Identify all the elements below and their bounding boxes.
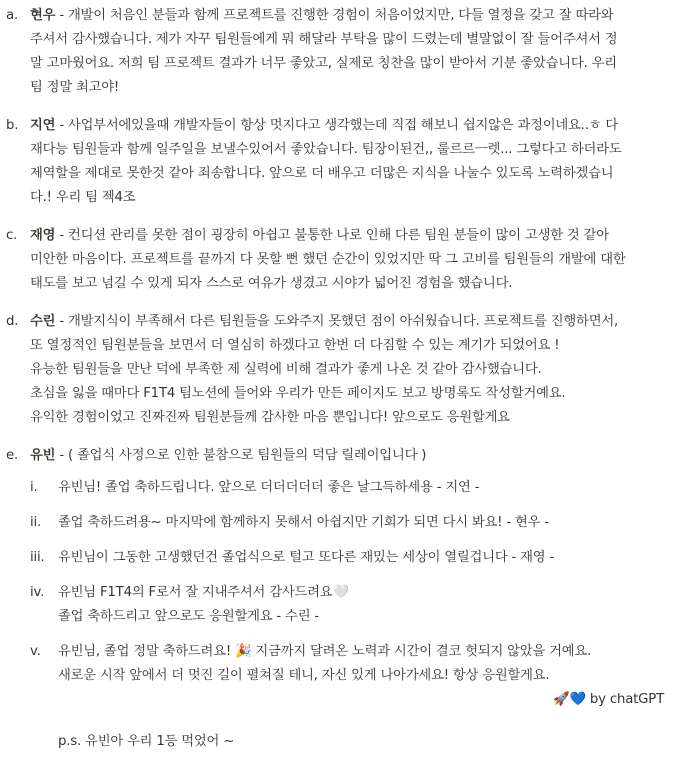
list-item-surin: [0, 310, 686, 430]
text-line: - 개발이 처음인 분들과 함께 프로젝트를 진행한 경험이 처음이었지만, 다들 열정을 갖고 잘 따라와: [55, 8, 614, 23]
member-name: 지연: [30, 118, 56, 133]
text-line: 새로운 시작 앞에서 더 멋진 길이 펼쳐질 테니, 자신 있게 나아가세요! 항상 응원할게요.: [58, 668, 550, 683]
white-heart-icon: 🤍: [332, 585, 349, 600]
text-line: 유빈님 F1T4의 F로서 잘 지내주셔서 감사드려요: [58, 585, 333, 600]
list-marker: iii.: [30, 550, 45, 565]
postscript[interactable]: p.s. 유빈아 우리 1등 먹었어 ~: [58, 734, 235, 749]
list-marker: d.: [6, 314, 19, 329]
member-name: 재영: [30, 228, 56, 243]
list-item-text[interactable]: [30, 4, 678, 100]
member-name: 수린: [30, 314, 56, 329]
list-item-text[interactable]: [30, 444, 678, 468]
text-line: 졸업 축하드려용~ 마지막에 함께하지 못해서 아쉽지만 기회가 되면 다시 봐요! - 현우 -: [58, 515, 549, 530]
text-line: 또 열정적인 팀원분들을 보면서 더 열심히 하겠다고 한번 더 다짐할 수 있는 계기가 되었어요 !: [30, 338, 560, 353]
text-line: 재다능 팀원들과 함께 일주일을 보낼수있어서 좋았습니다. 팀장이된건,, 룰르르ㅡ렛... 그렇다고 하더라도: [30, 142, 622, 157]
text-line: - 컨디션 관리를 못한 점이 굉장히 아쉽고 불통한 나로 인해 다른 팀원 분들이 많이 고생한 것 같아: [55, 228, 609, 243]
text-line: 미안한 마음이다. 프로젝트를 끝까지 다 못할 뻔 했던 순간이 있었지만 딱 그 고비를 팀원들의 개발에 대한: [30, 252, 626, 267]
signature-line: [58, 688, 678, 712]
text-line: 다.! 우리 팀 젝4조: [30, 190, 136, 205]
list-marker: i.: [30, 480, 38, 495]
nested-list-item[interactable]: [30, 640, 678, 712]
blue-heart-icon: 💙: [569, 692, 586, 707]
nested-list: [30, 476, 678, 712]
list-marker: ii.: [30, 515, 42, 530]
nested-list-item[interactable]: [30, 581, 678, 629]
text-line: 제역할을 제대로 못한것 같아 죄송합니다. 앞으로 더 배우고 더많은 지식을 나눌수 있도록 노력하겠습니: [30, 166, 614, 181]
text-line: 졸업 축하드리고 앞으로도 응원할게요 - 수린 -: [58, 609, 319, 624]
text-line: - ( 졸업식 사정으로 인한 불참으로 팀원들의 덕담 릴레이입니다 ): [55, 448, 427, 463]
nested-list-item[interactable]: [30, 546, 678, 570]
nested-list-item[interactable]: [30, 511, 678, 535]
text-line: 유능한 팀원들을 만난 덕에 부족한 제 실력에 비해 결과가 좋게 나온 것 같아 감사했습니다.: [30, 362, 542, 377]
list-marker: v.: [30, 644, 41, 659]
text-line: 주셔서 감사했습니다. 제가 자꾸 팀원들에게 뭐 해달라 부탁을 많이 드렸는데 별말없이 잘 들어주셔서 정: [30, 32, 618, 47]
text-line: 지금까지 달려온 노력과 시간이 결코 헛되지 않았을 거예요.: [251, 644, 592, 659]
signature-text: by chatGPT: [585, 692, 664, 707]
list-item-text[interactable]: [30, 114, 678, 210]
text-line: 유빈님! 졸업 축하드립니다. 앞으로 더더더더더 좋은 날그득하세용 - 지연 -: [58, 480, 480, 495]
member-name: 유빈: [30, 448, 56, 463]
text-line: 유빈님이 그동한 고생했던건 졸업식으로 털고 또다른 재밌는 세상이 열릴겁니다 - 재영 -: [58, 550, 555, 565]
text-line: 유빈님, 졸업 정말 축하드려요!: [58, 644, 236, 659]
list-item-hyunwoo: [0, 0, 686, 100]
list-item-jiyeon: [0, 114, 686, 210]
list-item-yubin: [0, 444, 686, 754]
member-name: 현우: [30, 8, 56, 23]
text-line: 태도를 보고 넘길 수 있게 되자 스스로 여유가 생겼고 시야가 넓어진 경험을 했습니다.: [30, 276, 513, 291]
text-line: 유익한 경험이었고 진짜진짜 팀원분들께 감사한 마음 뿐입니다! 앞으로도 응원할게요: [30, 410, 510, 425]
rocket-icon: 🚀: [553, 692, 570, 707]
text-line: 팀 정말 최고야!: [30, 80, 120, 95]
party-popper-icon: 🎉: [235, 644, 252, 659]
list-marker: e.: [6, 448, 19, 463]
text-line: - 개발지식이 부족해서 다른 팀원들을 도와주지 못했던 점이 아쉬웠습니다. 프로젝트를 진행하면서,: [55, 314, 619, 329]
list-marker: b.: [6, 118, 19, 133]
text-line: 초심을 잃을 때마다 F1T4 팀노션에 들어와 우리가 만든 페이지도 보고 방명록도 작성할거예요.: [30, 386, 566, 401]
list-marker: c.: [6, 228, 18, 243]
list-item-text[interactable]: [30, 224, 678, 296]
text-line: 말 고마웠어요. 저희 팀 프로젝트 결과가 너무 좋았고, 실제로 칭찬을 많이 받아서 기분 좋았습니다. 우리: [30, 56, 617, 71]
list-marker: iv.: [30, 585, 45, 600]
list-item-jaeyoung: [0, 224, 686, 296]
list-marker: a.: [6, 8, 18, 23]
nested-list-item[interactable]: [30, 476, 678, 500]
list-item-text[interactable]: [30, 310, 678, 430]
text-line: - 사업부서에있을때 개발자들이 항상 멋지다고 생각했는데 직접 해보니 쉽지않은 과정이네요..ㅎ 다: [55, 118, 619, 133]
